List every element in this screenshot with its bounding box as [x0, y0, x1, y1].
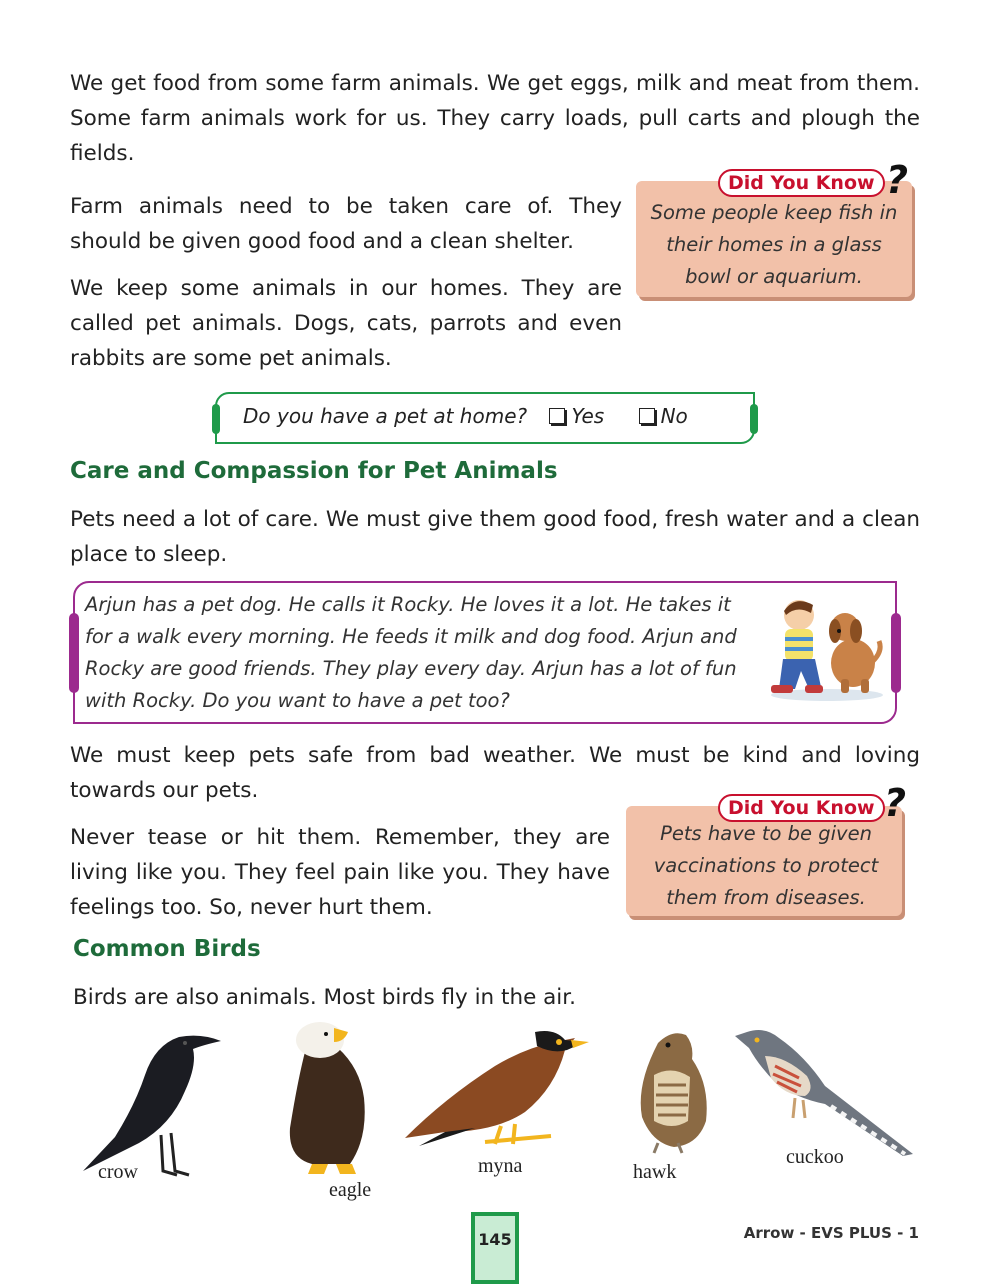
option-yes-label: Yes [571, 404, 605, 428]
question-mark-icon: ? [886, 158, 909, 202]
intro-paragraph-2: Farm animals need to be taken care of. They should be given good food and a clean shelter. [70, 194, 622, 254]
did-you-know-box-2 [626, 781, 907, 916]
did-you-know-text: Pets have to be given vaccinations to protect them from diseases. [653, 822, 879, 909]
story-cap-left [69, 613, 79, 693]
birds-heading: Common Birds [73, 936, 261, 962]
did-you-know-text: Some people keep fish in their homes in a glass bowl or aquarium. [650, 201, 898, 288]
checkbox-no[interactable] [639, 408, 655, 424]
cuckoo-image [735, 1026, 915, 1161]
intro-paragraph-1: We get food from some farm animals. We get eggs, milk and meat from them. Some farm animals work for us. They carry loads, pull carts and plough the fields. [70, 71, 920, 166]
did-you-know-box-1 [636, 158, 912, 297]
eagle-caption: eagle [329, 1179, 372, 1201]
pet-question-line [243, 404, 688, 428]
care-heading: Care and Compassion for Pet Animals [70, 458, 558, 484]
question-mark-icon: ? [884, 781, 907, 825]
pet-question-text: Do you have a pet at home? [243, 404, 528, 428]
page-number: 145 [471, 1212, 519, 1284]
box-cap-left [212, 404, 220, 434]
checkbox-yes[interactable] [549, 408, 565, 424]
story-cap-right [891, 613, 901, 693]
hawk-caption: hawk [633, 1161, 677, 1183]
care-paragraph-1: Pets need a lot of care. We must give them good food, fresh water and a clean place to sleep. [70, 507, 920, 567]
birds-paragraph: Birds are also animals. Most birds fly in the air. [73, 985, 576, 1010]
care-paragraph-3: Never tease or hit them. Remember, they are living like you. They feel pain like you. They have feelings too. So, never hurt them. [70, 825, 610, 920]
box-cap-right [750, 404, 758, 434]
pet-question-box [215, 392, 755, 444]
myna-image [405, 1028, 590, 1153]
eagle-image [268, 1018, 378, 1178]
crow-caption: crow [98, 1161, 138, 1183]
intro-paragraph-3: We keep some animals in our homes. They are called pet animals. Dogs, cats, parrots and even rabbits are some pet animals. [70, 276, 622, 371]
did-you-know-tag: Did You Know [718, 169, 885, 197]
cuckoo-caption: cuckoo [786, 1146, 844, 1168]
story-text: Arjun has a pet dog. He calls it Rocky. He loves it a lot. He takes it for a walk every morning. He feeds it milk and dog food. Arjun and Rocky are good friends. They play every day. Arjun has a lot of fun with Rocky. Do you want to have a pet too? [85, 593, 737, 712]
story-box [73, 581, 897, 724]
hawk-image [628, 1025, 718, 1155]
myna-caption: myna [478, 1155, 523, 1177]
book-title: Arrow - EVS PLUS - 1 [743, 1224, 919, 1242]
option-no-label: No [660, 404, 688, 428]
did-you-know-tag: Did You Know [718, 794, 885, 822]
care-paragraph-2: We must keep pets safe from bad weather. We must be kind and loving towards our pets. [70, 743, 920, 803]
boy-with-dog-illustration [765, 591, 885, 703]
